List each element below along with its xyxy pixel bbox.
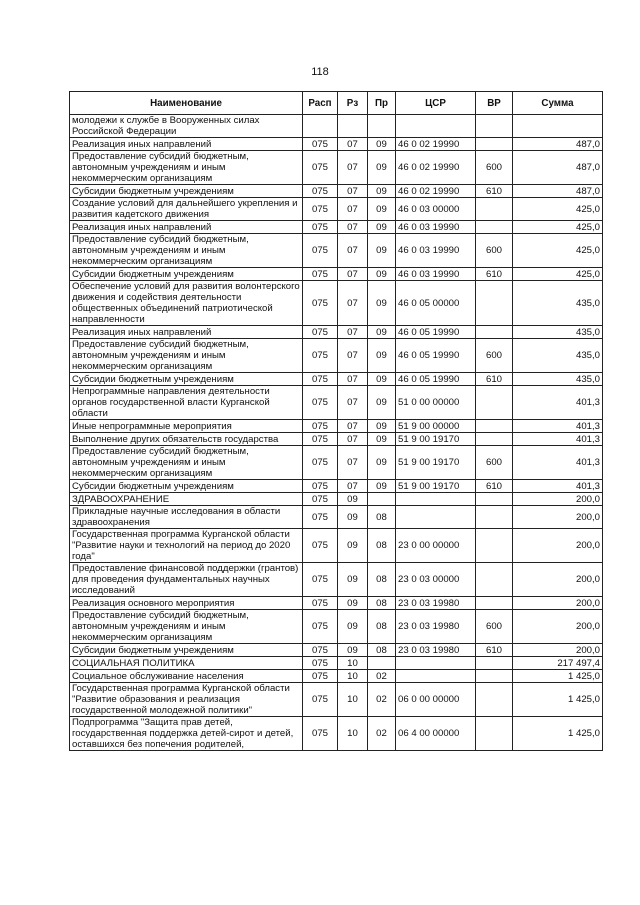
- cell-name: Предоставление субсидий бюджетным, автономным учреждениям и иным некоммерческим организациям: [70, 610, 303, 644]
- cell-name: Субсидии бюджетным учреждениям: [70, 373, 303, 386]
- cell-rasp: 075: [303, 373, 338, 386]
- cell-rasp: 075: [303, 339, 338, 373]
- cell-vr: [476, 386, 513, 420]
- cell-rasp: 075: [303, 563, 338, 597]
- cell-sum: 435,0: [513, 281, 603, 326]
- cell-pr: 09: [368, 268, 396, 281]
- cell-csr: 23 0 03 19980: [396, 610, 476, 644]
- budget-table-container: [69, 91, 602, 751]
- cell-pr: 02: [368, 717, 396, 751]
- cell-pr: 08: [368, 610, 396, 644]
- column-header-csr: ЦСР: [396, 92, 476, 115]
- column-header-rasp: Расп: [303, 92, 338, 115]
- cell-rz: 07: [338, 386, 368, 420]
- table-row: [70, 268, 603, 281]
- cell-vr: 600: [476, 151, 513, 185]
- table-row: [70, 281, 603, 326]
- cell-rasp: 075: [303, 597, 338, 610]
- cell-rz: 07: [338, 221, 368, 234]
- cell-vr: 600: [476, 610, 513, 644]
- cell-sum: 425,0: [513, 221, 603, 234]
- cell-csr: 23 0 00 00000: [396, 529, 476, 563]
- table-row: [70, 115, 603, 138]
- cell-csr: 51 9 00 00000: [396, 420, 476, 433]
- cell-sum: 425,0: [513, 234, 603, 268]
- cell-pr: [368, 115, 396, 138]
- cell-vr: 600: [476, 234, 513, 268]
- cell-rasp: 075: [303, 185, 338, 198]
- cell-name: Создание условий для дальнейшего укрепления и развития кадетского движения: [70, 198, 303, 221]
- cell-rasp: 075: [303, 268, 338, 281]
- cell-rz: 09: [338, 529, 368, 563]
- cell-csr: 46 0 02 19990: [396, 185, 476, 198]
- cell-name: Предоставление субсидий бюджетным, автономным учреждениям и иным некоммерческим организациям: [70, 234, 303, 268]
- cell-rz: 07: [338, 446, 368, 480]
- cell-vr: [476, 717, 513, 751]
- cell-sum: 200,0: [513, 506, 603, 529]
- table-row: [70, 657, 603, 670]
- cell-csr: 46 0 03 19990: [396, 234, 476, 268]
- table-row: [70, 420, 603, 433]
- cell-name: Реализация иных направлений: [70, 326, 303, 339]
- cell-pr: 09: [368, 138, 396, 151]
- cell-pr: [368, 657, 396, 670]
- cell-rz: 07: [338, 480, 368, 493]
- cell-sum: 425,0: [513, 268, 603, 281]
- cell-vr: [476, 326, 513, 339]
- cell-rasp: 075: [303, 433, 338, 446]
- cell-sum: [513, 115, 603, 138]
- cell-rasp: 075: [303, 480, 338, 493]
- cell-vr: [476, 563, 513, 597]
- cell-vr: [476, 670, 513, 683]
- cell-rasp: 075: [303, 610, 338, 644]
- cell-sum: 435,0: [513, 339, 603, 373]
- table-row: [70, 386, 603, 420]
- table-row: [70, 151, 603, 185]
- cell-pr: 08: [368, 597, 396, 610]
- cell-sum: 401,3: [513, 386, 603, 420]
- cell-name: Прикладные научные исследования в области здравоохранения: [70, 506, 303, 529]
- table-row: [70, 198, 603, 221]
- cell-sum: 200,0: [513, 610, 603, 644]
- cell-rasp: 075: [303, 221, 338, 234]
- cell-pr: 09: [368, 234, 396, 268]
- cell-rz: 10: [338, 717, 368, 751]
- cell-sum: 1 425,0: [513, 683, 603, 717]
- column-header-sum: Сумма: [513, 92, 603, 115]
- cell-vr: 600: [476, 339, 513, 373]
- cell-vr: 610: [476, 268, 513, 281]
- cell-rz: 09: [338, 610, 368, 644]
- cell-csr: [396, 670, 476, 683]
- budget-table: [69, 91, 603, 751]
- cell-csr: 06 0 00 00000: [396, 683, 476, 717]
- cell-pr: 09: [368, 480, 396, 493]
- cell-sum: 401,3: [513, 433, 603, 446]
- table-row: [70, 339, 603, 373]
- cell-name: Предоставление финансовой поддержки (грантов) для проведения фундаментальных научных исследований: [70, 563, 303, 597]
- cell-vr: [476, 115, 513, 138]
- cell-sum: 487,0: [513, 151, 603, 185]
- cell-sum: 401,3: [513, 480, 603, 493]
- cell-sum: 1 425,0: [513, 670, 603, 683]
- table-row: [70, 644, 603, 657]
- cell-pr: 09: [368, 446, 396, 480]
- cell-pr: [368, 493, 396, 506]
- cell-pr: 02: [368, 670, 396, 683]
- cell-name: Субсидии бюджетным учреждениям: [70, 480, 303, 493]
- table-row: [70, 670, 603, 683]
- table-row: [70, 480, 603, 493]
- cell-rz: 07: [338, 373, 368, 386]
- cell-vr: [476, 657, 513, 670]
- cell-name: Субсидии бюджетным учреждениям: [70, 644, 303, 657]
- table-body: [70, 115, 603, 751]
- cell-csr: 51 9 00 19170: [396, 446, 476, 480]
- cell-vr: 610: [476, 185, 513, 198]
- cell-pr: 09: [368, 151, 396, 185]
- cell-rasp: 075: [303, 529, 338, 563]
- cell-csr: 46 0 03 19990: [396, 268, 476, 281]
- cell-vr: [476, 506, 513, 529]
- table-row: [70, 234, 603, 268]
- cell-rz: 07: [338, 339, 368, 373]
- cell-csr: [396, 493, 476, 506]
- cell-name: ЗДРАВООХРАНЕНИЕ: [70, 493, 303, 506]
- cell-rz: 07: [338, 185, 368, 198]
- cell-rz: 09: [338, 506, 368, 529]
- table-row: [70, 610, 603, 644]
- cell-csr: 46 0 03 00000: [396, 198, 476, 221]
- cell-name: СОЦИАЛЬНАЯ ПОЛИТИКА: [70, 657, 303, 670]
- cell-name: Реализация иных направлений: [70, 138, 303, 151]
- cell-rz: 09: [338, 493, 368, 506]
- cell-rz: 09: [338, 563, 368, 597]
- cell-csr: 06 4 00 00000: [396, 717, 476, 751]
- table-row: [70, 446, 603, 480]
- cell-vr: [476, 493, 513, 506]
- cell-sum: 401,3: [513, 420, 603, 433]
- column-header-vr: ВР: [476, 92, 513, 115]
- cell-rz: 07: [338, 420, 368, 433]
- cell-vr: [476, 433, 513, 446]
- cell-name: молодежи к службе в Вооруженных силах Российской Федерации: [70, 115, 303, 138]
- cell-vr: [476, 420, 513, 433]
- cell-rz: [338, 115, 368, 138]
- cell-name: Предоставление субсидий бюджетным, автономным учреждениям и иным некоммерческим организациям: [70, 446, 303, 480]
- cell-sum: 217 497,4: [513, 657, 603, 670]
- cell-pr: 09: [368, 433, 396, 446]
- cell-rz: 07: [338, 198, 368, 221]
- cell-rasp: 075: [303, 446, 338, 480]
- cell-vr: [476, 221, 513, 234]
- table-row: [70, 221, 603, 234]
- cell-rz: 07: [338, 326, 368, 339]
- cell-vr: 610: [476, 644, 513, 657]
- cell-vr: [476, 281, 513, 326]
- table-row: [70, 717, 603, 751]
- cell-name: Реализация иных направлений: [70, 221, 303, 234]
- cell-name: Подпрограмма "Защита прав детей, государственная поддержка детей-сирот и детей, оставшихся без попечения родителей,: [70, 717, 303, 751]
- cell-csr: [396, 115, 476, 138]
- cell-pr: 09: [368, 198, 396, 221]
- cell-vr: 610: [476, 373, 513, 386]
- table-row: [70, 529, 603, 563]
- table-row: [70, 563, 603, 597]
- cell-pr: 02: [368, 683, 396, 717]
- cell-csr: 46 0 05 19990: [396, 326, 476, 339]
- cell-rz: 07: [338, 151, 368, 185]
- cell-rz: 10: [338, 683, 368, 717]
- cell-rz: 09: [338, 597, 368, 610]
- cell-csr: 46 0 05 00000: [396, 281, 476, 326]
- table-header-row: [70, 92, 603, 115]
- cell-sum: 425,0: [513, 198, 603, 221]
- cell-csr: 46 0 02 19990: [396, 138, 476, 151]
- cell-rasp: 075: [303, 198, 338, 221]
- cell-rasp: 075: [303, 657, 338, 670]
- cell-rz: 07: [338, 268, 368, 281]
- column-header-name: Наименование: [70, 92, 303, 115]
- cell-sum: 435,0: [513, 373, 603, 386]
- cell-name: Выполнение других обязательств государства: [70, 433, 303, 446]
- cell-pr: 08: [368, 644, 396, 657]
- column-header-pr: Пр: [368, 92, 396, 115]
- cell-rz: 07: [338, 433, 368, 446]
- cell-csr: 46 0 05 19990: [396, 373, 476, 386]
- cell-csr: 51 9 00 19170: [396, 480, 476, 493]
- cell-sum: 200,0: [513, 644, 603, 657]
- cell-csr: 23 0 03 19980: [396, 597, 476, 610]
- cell-vr: [476, 529, 513, 563]
- cell-pr: 09: [368, 339, 396, 373]
- cell-csr: 46 0 05 19990: [396, 339, 476, 373]
- table-row: [70, 185, 603, 198]
- cell-rasp: 075: [303, 386, 338, 420]
- cell-name: Непрограммные направления деятельности органов государственной власти Курганской области: [70, 386, 303, 420]
- cell-sum: 435,0: [513, 326, 603, 339]
- cell-rz: 07: [338, 138, 368, 151]
- cell-vr: [476, 597, 513, 610]
- cell-rasp: 075: [303, 151, 338, 185]
- cell-vr: [476, 198, 513, 221]
- table-row: [70, 138, 603, 151]
- cell-sum: 401,3: [513, 446, 603, 480]
- cell-sum: 1 425,0: [513, 717, 603, 751]
- table-row: [70, 493, 603, 506]
- cell-rz: 10: [338, 670, 368, 683]
- cell-vr: [476, 683, 513, 717]
- cell-pr: 08: [368, 529, 396, 563]
- cell-sum: 487,0: [513, 138, 603, 151]
- cell-sum: 200,0: [513, 597, 603, 610]
- cell-vr: 600: [476, 446, 513, 480]
- cell-name: Субсидии бюджетным учреждениям: [70, 185, 303, 198]
- cell-sum: 200,0: [513, 563, 603, 597]
- cell-pr: 09: [368, 420, 396, 433]
- cell-name: Обеспечение условий для развития волонтерского движения и содействия деятельности общественных объединений патриотической направленности: [70, 281, 303, 326]
- table-row: [70, 683, 603, 717]
- cell-name: Государственная программа Курганской области "Развитие образования и реализация государственной молодежной политики": [70, 683, 303, 717]
- cell-rasp: 075: [303, 326, 338, 339]
- cell-pr: 09: [368, 386, 396, 420]
- cell-vr: [476, 138, 513, 151]
- cell-pr: 08: [368, 563, 396, 597]
- cell-rasp: 075: [303, 717, 338, 751]
- cell-pr: 09: [368, 326, 396, 339]
- cell-csr: [396, 657, 476, 670]
- cell-sum: 200,0: [513, 529, 603, 563]
- cell-rasp: 075: [303, 281, 338, 326]
- cell-pr: 09: [368, 373, 396, 386]
- cell-csr: 51 0 00 00000: [396, 386, 476, 420]
- cell-name: Реализация основного мероприятия: [70, 597, 303, 610]
- table-row: [70, 326, 603, 339]
- cell-name: Предоставление субсидий бюджетным, автономным учреждениям и иным некоммерческим организациям: [70, 339, 303, 373]
- cell-name: Государственная программа Курганской области "Развитие науки и технологий на период до 2020 года": [70, 529, 303, 563]
- cell-rasp: 075: [303, 420, 338, 433]
- cell-rz: 10: [338, 657, 368, 670]
- cell-csr: [396, 506, 476, 529]
- cell-rz: 07: [338, 234, 368, 268]
- cell-sum: 487,0: [513, 185, 603, 198]
- table-row: [70, 433, 603, 446]
- cell-rz: 09: [338, 644, 368, 657]
- cell-rasp: 075: [303, 506, 338, 529]
- cell-rasp: [303, 115, 338, 138]
- cell-csr: 23 0 03 19980: [396, 644, 476, 657]
- table-row: [70, 506, 603, 529]
- cell-vr: 610: [476, 480, 513, 493]
- cell-pr: 08: [368, 506, 396, 529]
- cell-rz: 07: [338, 281, 368, 326]
- cell-name: Социальное обслуживание населения: [70, 670, 303, 683]
- cell-name: Субсидии бюджетным учреждениям: [70, 268, 303, 281]
- cell-pr: 09: [368, 185, 396, 198]
- cell-name: Предоставление субсидий бюджетным, автономным учреждениям и иным некоммерческим организациям: [70, 151, 303, 185]
- cell-csr: 46 0 03 19990: [396, 221, 476, 234]
- page-number: 118: [311, 66, 329, 78]
- cell-rasp: 075: [303, 683, 338, 717]
- cell-csr: 46 0 02 19990: [396, 151, 476, 185]
- cell-rasp: 075: [303, 644, 338, 657]
- cell-sum: 200,0: [513, 493, 603, 506]
- cell-csr: 23 0 03 00000: [396, 563, 476, 597]
- table-row: [70, 597, 603, 610]
- cell-rasp: 075: [303, 670, 338, 683]
- cell-name: Иные непрограммные мероприятия: [70, 420, 303, 433]
- cell-rasp: 075: [303, 138, 338, 151]
- cell-pr: 09: [368, 221, 396, 234]
- cell-rasp: 075: [303, 493, 338, 506]
- table-row: [70, 373, 603, 386]
- cell-csr: 51 9 00 19170: [396, 433, 476, 446]
- column-header-rz: Рз: [338, 92, 368, 115]
- cell-rasp: 075: [303, 234, 338, 268]
- cell-pr: 09: [368, 281, 396, 326]
